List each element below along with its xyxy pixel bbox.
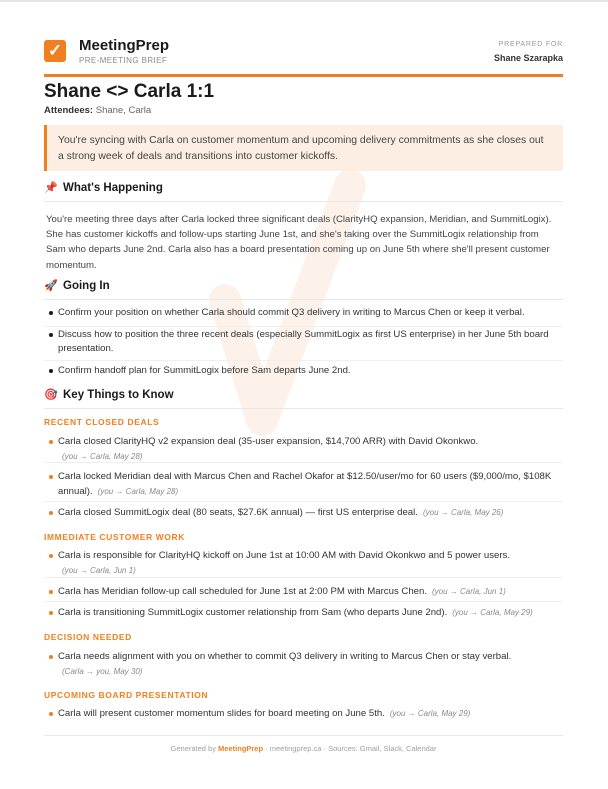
subsection-recent-closed-deals: RECENT CLOSED DEALS	[44, 417, 160, 427]
meeting-title: Shane <> Carla 1:1	[44, 81, 215, 102]
attribution: (you → Carla, May 29)	[389, 709, 471, 718]
footer-brand-link[interactable]: MeetingPrep	[218, 744, 264, 753]
attendees	[44, 105, 151, 116]
brief-page	[44, 0, 563, 753]
brand-name: MeetingPrep	[79, 37, 170, 54]
bullet	[49, 511, 53, 515]
bullet	[49, 369, 53, 373]
key-item: Carla closed SummitLogix deal (80 seats, $27.6K annual) — first US enterprise deal. (you → Carla, May 26)	[44, 505, 563, 522]
bullet	[49, 475, 53, 479]
section-title: Key Things to Know	[63, 389, 174, 401]
bullet	[49, 554, 53, 558]
header	[44, 0, 563, 77]
attendees-label: Attendees:	[44, 105, 94, 116]
prepared-for-label: PREPARED FOR	[498, 41, 563, 48]
subsection-upcoming-board-presentation: UPCOMING BOARD PRESENTATION	[44, 690, 209, 700]
key-item: Carla locked Meridian deal with Marcus Chen and Rachel Okafor at $12.50/user/mo for 60 users ($9,000/mo, $108K annual). (you → Carla, May 28)	[44, 469, 563, 502]
bullet	[49, 611, 53, 615]
pushpin-icon: 📌	[44, 182, 58, 194]
attribution: (you → Carla, May 29)	[452, 608, 533, 617]
key-item: Carla will present customer momentum slides for board meeting on June 5th. (you → Carla, May 29)	[44, 706, 563, 724]
footer: Generated by MeetingPrep · meetingprep.ca · Sources: Gmail, Slack, Calendar	[44, 735, 563, 753]
bullet	[49, 440, 53, 444]
rocket-icon: 🚀	[44, 280, 58, 292]
prepared-for-name: Shane Szarapka	[493, 53, 563, 63]
going-in-item: Discuss how to position the three recent deals (especially SummitLogix as first US enterprise) in her June 5th board presentation.	[44, 328, 563, 361]
subsection-immediate-customer-work: IMMEDIATE CUSTOMER WORK	[44, 532, 185, 542]
attribution: (you → Carla, May 28)	[62, 452, 143, 461]
whats-happening-text: You're meeting three days after Carla locked three significant deals (ClarityHQ expansion, Meridian, and SummitLogix). She has customer kickoffs and follow-ups starting June 1st, and she's taking over the SummitLogix relationship from Sam who departs June 2nd. Carla also has a board presentation coming up on June 5th where she'll present customer momentum.	[46, 214, 552, 271]
section-title: Going In	[63, 280, 110, 292]
attribution: (Carla → you, May 30)	[62, 667, 143, 676]
bullet	[49, 712, 53, 716]
attribution: (you → Carla, Jun 1)	[432, 587, 506, 596]
checkmark-logo-icon: ✓	[44, 40, 66, 62]
section-going-in	[44, 279, 563, 300]
section-key-things	[44, 388, 563, 409]
brand-subtitle: PRE-MEETING BRIEF	[79, 56, 168, 65]
attribution: (you → Carla, May 28)	[97, 487, 179, 496]
key-item: Carla closed ClarityHQ v2 expansion deal (35-user expansion, $14,700 ARR) with David Okonkwo. (you → Carla, May 28)	[44, 434, 563, 463]
attribution: (you → Carla, May 26)	[422, 508, 504, 517]
target-icon: 🎯	[44, 389, 58, 401]
attendees-value: Shane, Carla	[95, 105, 152, 116]
going-in-item: Confirm your position on whether Carla should commit Q3 delivery in writing to Marcus Chen or keep it verbal.	[44, 306, 563, 327]
summary-callout: You're syncing with Carla on customer momentum and upcoming delivery commitments as she closes out a strong week of deals and transitions into customer kickoffs.	[44, 125, 563, 171]
bullet	[49, 333, 53, 337]
key-item: Carla is responsible for ClarityHQ kickoff on June 1st at 10:00 AM with David Okonkwo and 5 power users. (you → Carla, Jun 1)	[44, 548, 563, 578]
subsection-decision-needed: DECISION NEEDED	[44, 632, 132, 642]
bullet	[49, 590, 53, 594]
key-item: Carla is transitioning SummitLogix customer relationship from Sam (who departs June 2nd). (you → Carla, May 29)	[44, 605, 563, 622]
section-title: What's Happening	[63, 182, 163, 194]
going-in-item: Confirm handoff plan for SummitLogix before Sam departs June 2nd.	[44, 364, 563, 380]
key-item: Carla needs alignment with you on whether to commit Q3 delivery in writing to Marcus Chen or stay verbal. (Carla → you, May 30)	[44, 649, 563, 679]
bullet	[49, 311, 53, 315]
attribution: (you → Carla, Jun 1)	[62, 566, 136, 575]
key-item: Carla has Meridian follow-up call scheduled for June 1st at 2:00 PM with Marcus Chen. (you → Carla, Jun 1)	[44, 584, 563, 602]
bullet	[49, 655, 53, 659]
section-whats-happening	[44, 181, 563, 202]
